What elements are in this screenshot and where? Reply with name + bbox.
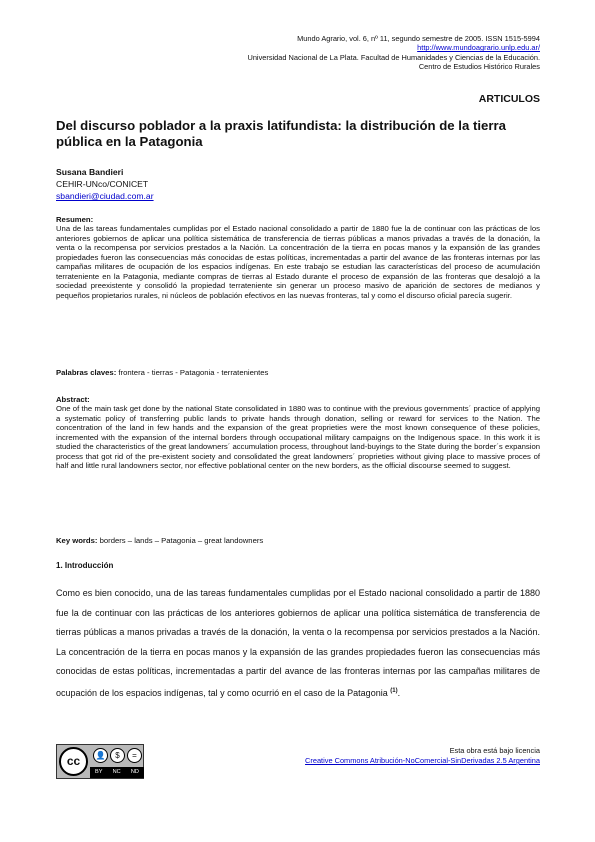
- palabras-text: frontera - tierras - Patagonia - terratenientes: [118, 368, 269, 377]
- resumen-heading: Resumen:: [56, 215, 94, 224]
- palabras-heading: Palabras claves:: [56, 368, 117, 377]
- author-block: [56, 166, 154, 202]
- cc-condition-icons: [93, 748, 143, 766]
- intro-heading: 1. Introducción: [56, 561, 114, 570]
- keywords-text: borders – lands – Patagonia – great landowners: [99, 536, 264, 545]
- intro-paragraph: [56, 584, 540, 703]
- cc-logo-icon: cc: [59, 747, 88, 776]
- keywords-heading: Key words:: [56, 536, 98, 545]
- cc-tags: [90, 767, 144, 778]
- abstract-section: [56, 395, 540, 471]
- journal-url-link[interactable]: http://www.mundoagrario.unlp.edu.ar/: [417, 43, 540, 53]
- license-link[interactable]: Creative Commons Atribución-NoComercial-SinDerivadas 2.5 Argentina: [305, 756, 540, 765]
- resumen-section: [56, 215, 540, 300]
- journal-citation: Mundo Agrario, vol. 6, nº 11, segundo semestre de 2005. ISSN 1515-5994: [297, 34, 540, 43]
- resumen-text: Una de las tareas fundamentales cumplidas por el Estado nacional consolidado a partir de 1880 fue la de continuar con las prácticas de los anteriores gobiernos de aplicar una política sistemática de transferencia de tierras públicas a manos privadas a través de la donación, la venta o la recompensa por servicios prestados a la Nación. La concentración de la tierra en pocas manos y la expansión de las grandes propiedades fueron las consecuencias más conocidas de estas políticas, incrementadas a partir del avance de las fronteras internas por las campañas militares de ocupación de los espacios indígenas. En este trabajo se estudian las características del proceso de acumulación terrateniente en la Patagonia, mediante compras de tierras al Estado durante el proceso de expansión de las fronteras que desalojó a la sociedad preexistente y consolidó la propiedad terrateniente sin generar un proceso masivo de aparición de sectores de medianos y pequeños propietarios rurales, ni núcleos de población efectivos en las nuevas fronteras, tal y como el discurso oficial parecía sugerir.: [56, 224, 540, 300]
- palabras-claves: [56, 368, 540, 377]
- university-line: Universidad Nacional de La Plata. Facultad de Humanidades y Ciencias de la Educación.: [247, 52, 540, 62]
- author-email-link[interactable]: sbandieri@ciudad.com.ar: [56, 191, 154, 201]
- keywords-line: [56, 536, 540, 545]
- author-name: Susana Bandieri: [56, 167, 124, 177]
- intro-text: Como es bien conocido, una de las tareas fundamentales cumplidas por el Estado nacional consolidado a partir de 1880 fue la de continuar con las prácticas de los anteriores gobiernos de aplicar una política sistemática de transferencia de tierras públicas a manos privadas a través de la donación, la venta o la recompensa por servicios prestados a la Nación. La concentración de la tierra en pocas manos y la expansión de las grandes propiedades fueron las consecuencias más conocidas de estas políticas, incrementadas a partir del avance de las fronteras internas por las campañas militares de ocupación de los espacios indígenas, tal y como ocurrió en el caso de la Patagonia: [56, 588, 540, 698]
- noderivatives-icon: =: [127, 748, 142, 763]
- abstract-text: One of the main task get done by the national State consolidated in 1880 was to continue with the previous governments´ practice of applying a systematic policy of transferring public lands to private hands through donation, selling or reward for services to the Nation. The concentration of the land in few hands and the expansion of the great proprieties were the most known consequence of these policies, incremented with the expansion of the internal borders through occupational military campaigns on the Indigenous space. In this work it is studied the characteristics of the great landowners´ accumulation process, throughout land-buyings to the State during the border´s expansion process that got rid of the pre-existent society and consolidated the great landowners´ proprieties without giving place to massive proces of half and little rural landowners sector, nor effective poblational center on the new borders, as the official discourse seemed to suggest.: [56, 404, 540, 471]
- intro-end: .: [397, 687, 401, 698]
- section-label: ARTICULOS: [478, 93, 540, 105]
- abstract-heading: Abstract:: [56, 395, 90, 404]
- footnote-reference[interactable]: (1): [390, 687, 398, 694]
- license-text: [305, 746, 540, 766]
- attribution-icon: 👤: [93, 748, 108, 763]
- noncommercial-icon: $: [110, 748, 125, 763]
- article-title: Del discurso poblador a la praxis latifundista: la distribución de la tierra pública en la Patagonia: [56, 118, 506, 149]
- author-affiliation: CEHIR-UNco/CONICET: [56, 179, 149, 189]
- cc-tag-by: BY: [95, 769, 103, 775]
- license-line: Esta obra está bajo licencia: [449, 746, 540, 755]
- cc-tag-nc: NC: [112, 769, 121, 775]
- center-line: Centro de Estudios Histórico Rurales: [418, 61, 540, 71]
- journal-header: [120, 34, 540, 71]
- cc-tag-nd: ND: [130, 769, 139, 775]
- cc-license-badge[interactable]: [56, 744, 144, 779]
